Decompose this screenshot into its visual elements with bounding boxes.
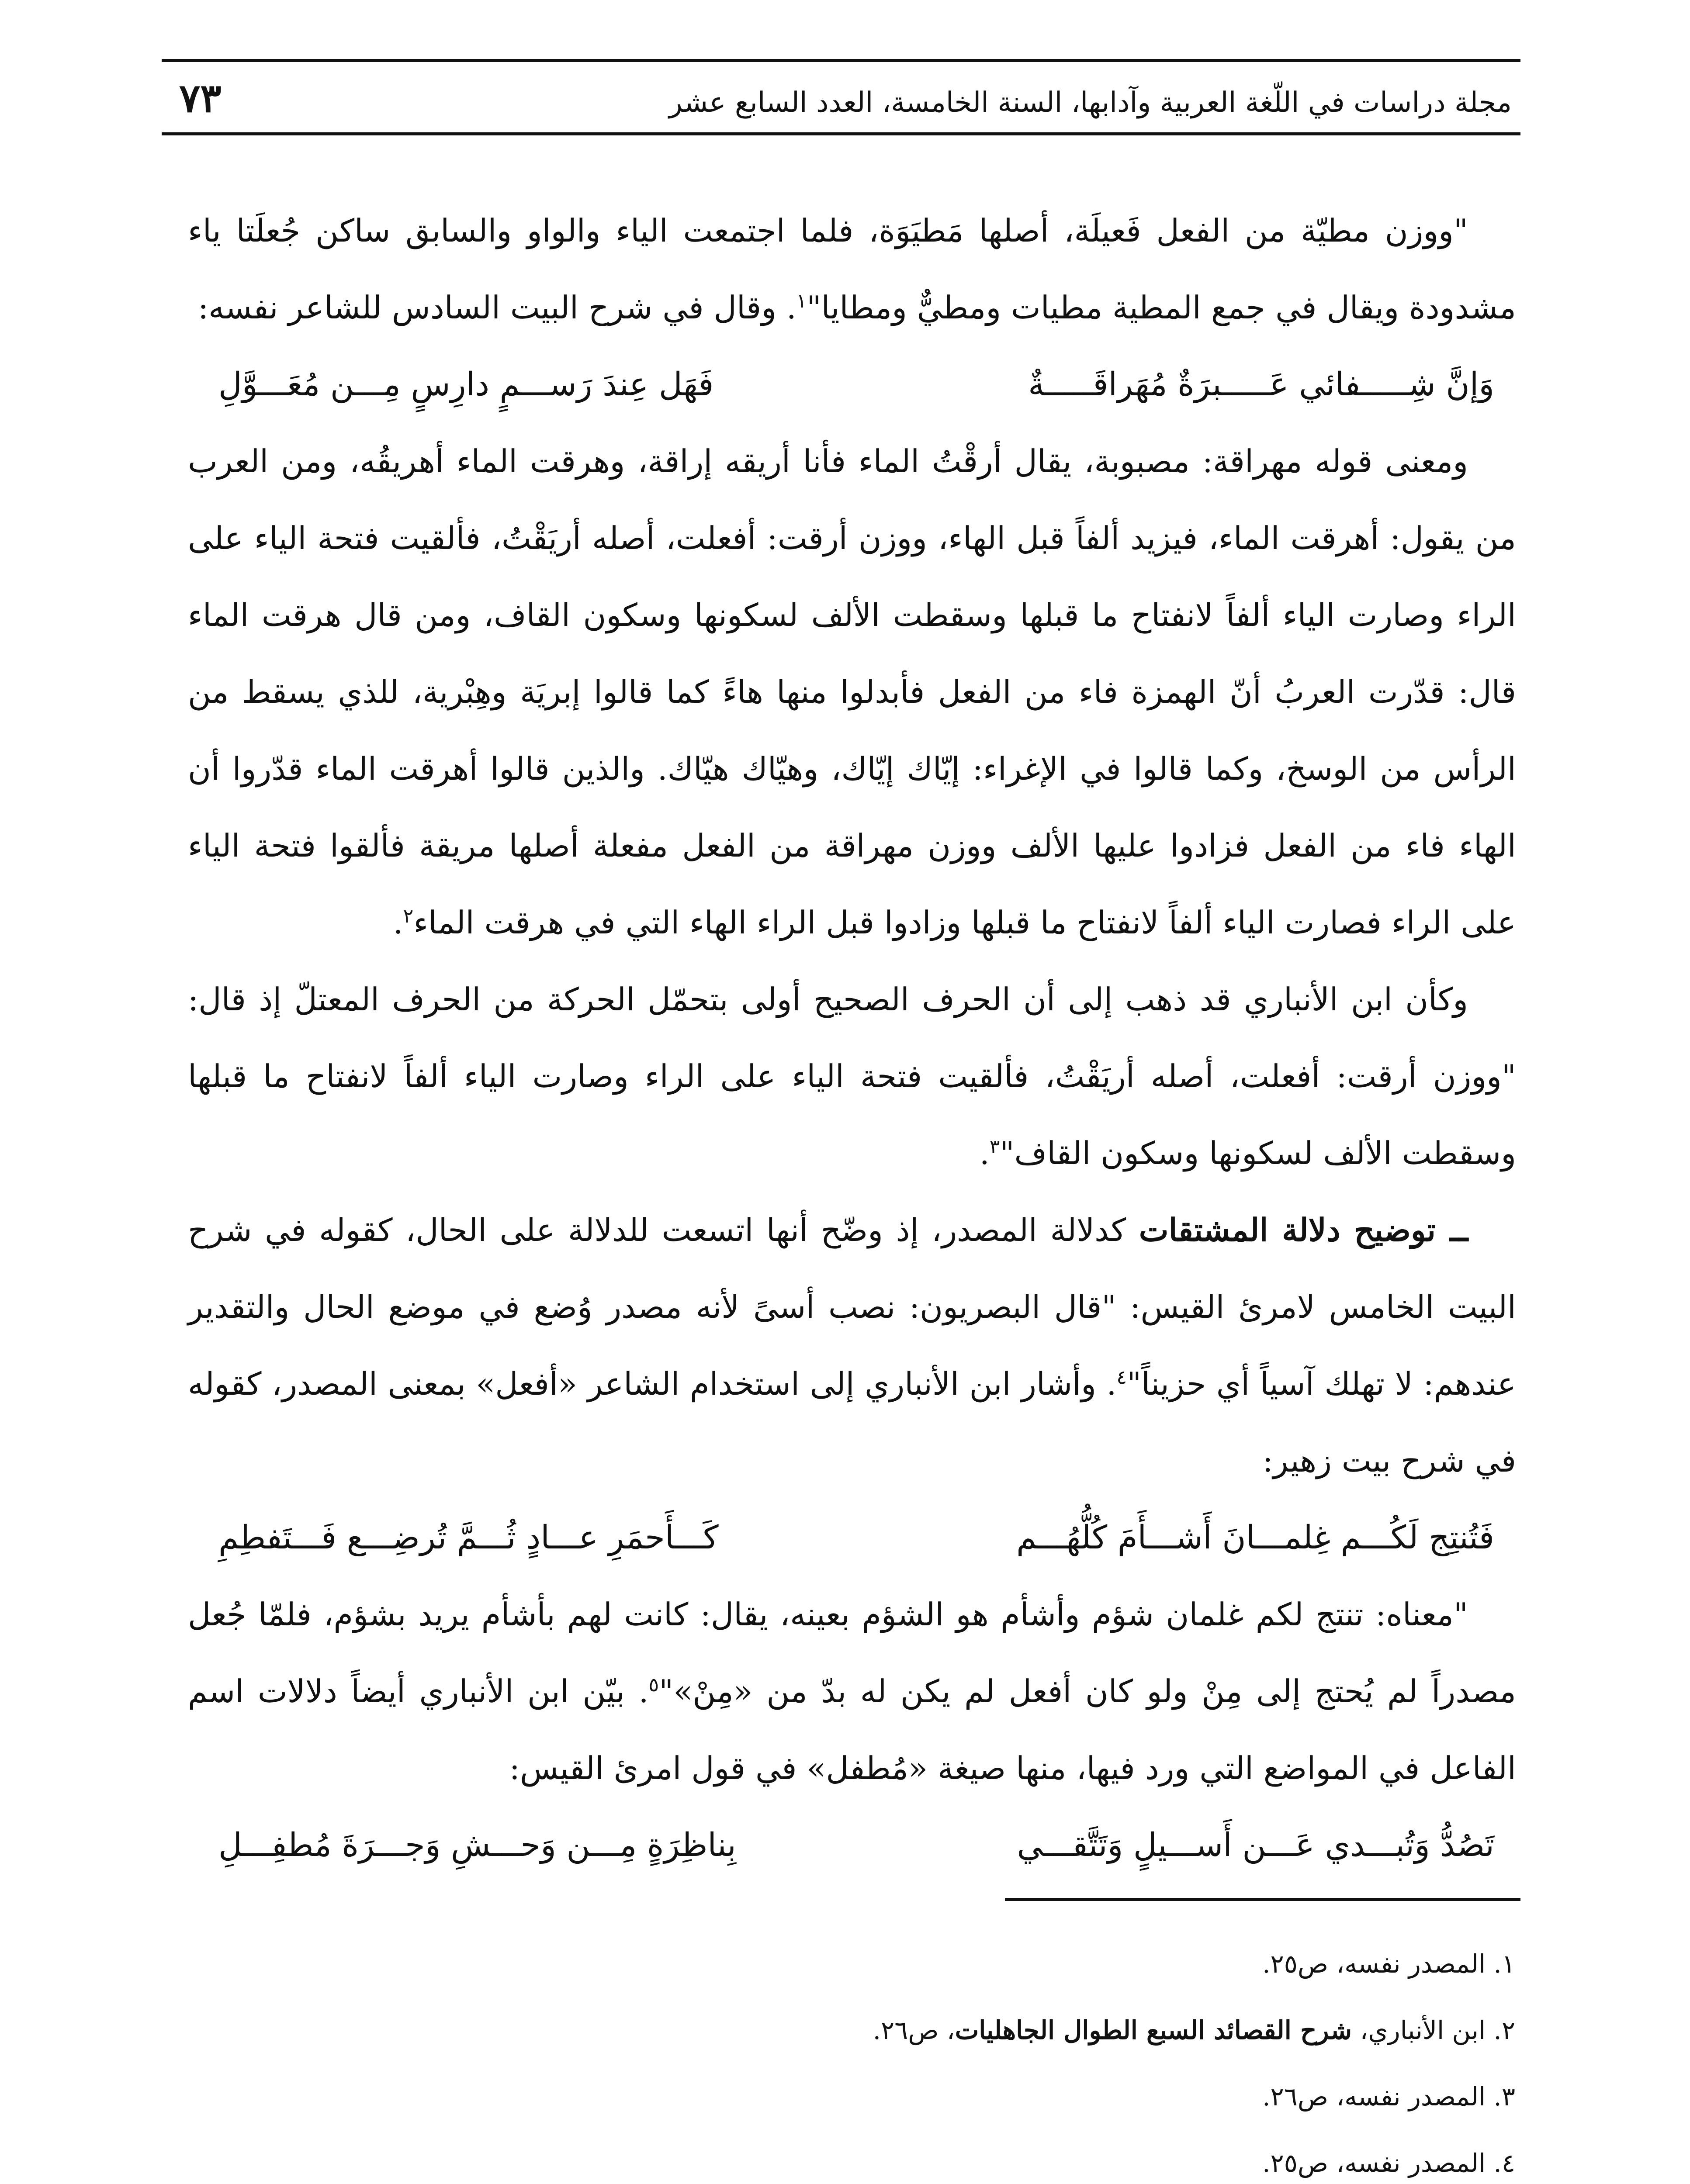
paragraph-3-text: وكأن ابن الأنباري قد ذهب إلى أن الحرف الصحيح أولى بتحمّل الحركة من الحرف المعتلّ إذ قال: "ووزن أرقت: أفعلت، أصله أريَقْتُ، فألقيت فتحة الياء على الراء وصارت الياء ألفاً لانفتاح ما قبلها وسقطت الألف لسكونها وسكون القاف"	[188, 981, 1516, 1171]
verse-1	[188, 346, 1516, 423]
journal-title: مجلة دراسات في اللّغة العربية وآدابها، السنة الخامسة، العدد السابع عشر	[668, 86, 1512, 119]
footnote-ref-3: ٣	[989, 1136, 1000, 1158]
paragraph-5-tail: . بيّن ابن الأنباري أيضاً دلالات اسم الفاعل في المواضع التي ورد فيها، منها صيغة «مُطفل» في قول امرئ القيس:	[188, 1673, 1516, 1787]
footnote-separator	[1005, 1898, 1520, 1901]
verse-3-first-hemistich: تَصُدُّ وَتُبـــدي عَـــن أَســـيلٍ وَتَتَّقـــي	[1017, 1826, 1494, 1864]
footnote-4: ٤. المصدر نفسه، ص٢٥.	[1262, 2148, 1515, 2178]
verse-1-first-hemistich: وَإنَّ شِـــــفائي عَـــــبرَةٌ مُهَراقَـــــةٌ	[1028, 366, 1494, 403]
footnote-2-author: ٢. ابن الأنباري،	[1352, 2015, 1515, 2045]
footnote-2-page: ، ص٢٦.	[873, 2015, 955, 2045]
footnote-1: ١. المصدر نفسه، ص٢٥.	[1262, 1949, 1515, 1979]
paragraph-1-tail: . وقال في شرح البيت السادس للشاعر نفسه:	[197, 289, 797, 326]
footnote-ref-1: ١	[796, 290, 807, 312]
section-lead-heading: ــ توضيح دلالة المشتقات	[1139, 1211, 1468, 1248]
footnote-ref-5: ٥	[648, 1674, 659, 1696]
footnotes	[204, 1931, 1515, 2184]
verse-3-second-hemistich: بِناظِرَةٍ مِـــن وَحـــشِ وَجـــرَةَ مُطفِـــلِ	[218, 1826, 736, 1864]
paragraph-3	[188, 961, 1516, 1192]
footnote-ref-2: ٢	[403, 905, 414, 927]
verse-1-second-hemistich: فَهَل عِندَ رَســـمٍ دارِسٍ مِـــن مُعَـــوَّلِ	[218, 366, 714, 403]
page-number: ٧٣	[179, 75, 222, 121]
footnote-ref-4: ٤	[1116, 1366, 1127, 1389]
paragraph-5-text: "معناه: تنتج لكم غلمان شؤم وأشأم هو الشؤم بعينه، يقال: كانت لهم بأشأم يريد بشؤم، فلمّا جُعل مصدراً لم يُحتج إلى مِنْ ولو كان أفعل لم يكن له بدّ من «مِنْ»"	[188, 1596, 1516, 1710]
paragraph-2-text: ومعنى قوله مهراقة: مصبوبة، يقال أرقْتُ الماء فأنا أريقه إراقة، وهرقت الماء أهريقُه، ومن العرب من يقول: أهرقت الماء، فيزيد ألفاً قبل الهاء، ووزن أرقت: أفعلت، أصله أريَقْتُ، فألقيت فتحة الياء على الراء وصارت الياء ألفاً لانفتاح ما قبلها وسقطت الألف لسكونها وسكون القاف، ومن قال هرقت الماء قال: قدّرت العربُ أنّ الهمزة فاء من الفعل فأبدلوا منها هاءً كما قالوا إبريَة وهِبْرية، للذي يسقط من الرأس من الوسخ، وكما قالوا في الإغراء: إيّاك إيّاك، وهيّاك هيّاك. والذين قالوا أهرقت الماء قدّروا أن الهاء فاء من الفعل فزادوا عليها الألف ووزن مهراقة من الفعل مفعلة أصلها مريقة فألقوا فتحة الياء على الراء فصارت الياء ألفاً لانفتاح ما قبلها وزادوا قبل الراء الهاء التي في هرقت الماء	[188, 443, 1517, 941]
paragraph-1-text: "ووزن مطيّة من الفعل فَعيلَة، أصلها مَطيَوَة، فلما اجتمعت الياء والواو والسابق ساكن جُعلَتا ياء مشدودة ويقال في جمع المطية مطيات ومطيٌّ ومطايا"	[188, 212, 1516, 326]
header-rule-top	[162, 59, 1520, 62]
verse-2	[188, 1499, 1516, 1576]
paragraph-1	[188, 192, 1516, 346]
verse-2-second-hemistich: كَـــأَحمَرِ عـــادٍ ثُـــمَّ تُرضِـــع فَـــتَفطِمِ	[218, 1519, 719, 1556]
paragraph-4	[188, 1192, 1516, 1499]
verse-3	[188, 1807, 1516, 1883]
running-head	[162, 55, 1520, 142]
verse-2-first-hemistich: فَتُنتِج لَكُـــم غِلمـــانَ أَشـــأَمَ كُلُّهُـــم	[1016, 1519, 1494, 1556]
paragraph-5	[188, 1576, 1516, 1807]
paragraph-2-tail: .	[393, 904, 403, 941]
paragraph-4-text: كدلالة المصدر، إذ وضّح أنها اتسعت للدلالة على الحال، كقوله في شرح البيت الخامس لامرئ القيس: "قال البصريون: نصب أسىً لأنه مصدر وُضع في موضع الحال والتقدير عندهم: لا تهلك آسياً أي حزيناً"	[188, 1212, 1516, 1402]
footnote-2-book-title: شرح القصائد السبع الطوال الجاهليات	[955, 2015, 1352, 2045]
paragraph-2	[188, 423, 1516, 961]
paragraph-4-tail: . وأشار ابن الأنباري إلى استخدام الشاعر «أفعل» بمعنى المصدر، كقوله في شرح بيت زهير:	[188, 1365, 1516, 1479]
footnote-2	[204, 1997, 1515, 2063]
header-rule-bottom	[162, 132, 1520, 135]
footnote-3: ٣. المصدر نفسه، ص٢٦.	[1262, 2082, 1515, 2111]
paragraph-3-tail: .	[979, 1135, 990, 1171]
body-text	[188, 192, 1516, 1883]
